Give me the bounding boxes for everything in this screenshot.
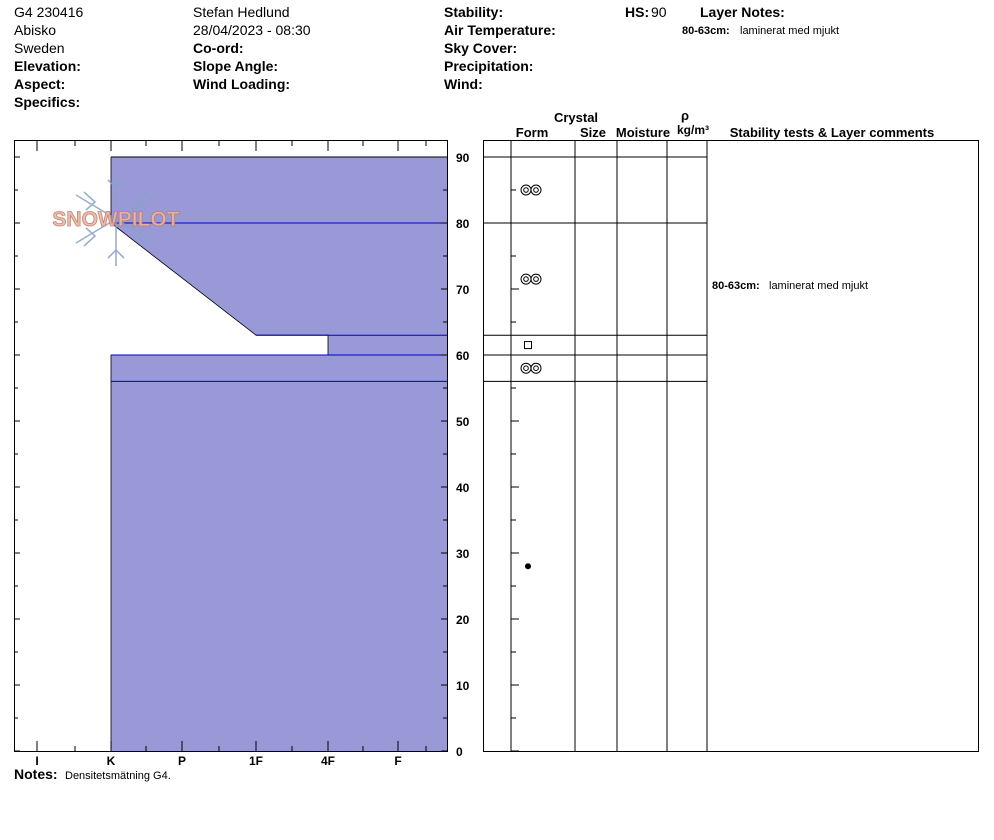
crystal-header: Crystal <box>553 110 599 125</box>
height-tick-label: 60 <box>456 349 470 363</box>
height-tick-label: 80 <box>456 217 470 231</box>
melt-forms-icon <box>521 185 541 195</box>
melt-ring-inner <box>524 366 529 371</box>
height-tick-label: 20 <box>456 613 470 627</box>
moisture-header: Moisture <box>615 125 671 140</box>
comments-header: Stability tests & Layer comments <box>729 125 935 140</box>
height-tick-label: 40 <box>456 481 470 495</box>
faceted-crystals-icon <box>525 342 532 349</box>
aspect-label: Aspect: <box>14 76 66 92</box>
melt-ring-inner <box>524 277 529 282</box>
melt-ring <box>521 185 531 195</box>
melt-ring <box>531 363 541 373</box>
hardness-profile-area <box>111 157 447 751</box>
height-tick-label: 50 <box>456 415 470 429</box>
facet-square <box>525 342 532 349</box>
coord-label: Co-ord: <box>193 40 244 56</box>
hardness-tick-label: K <box>106 754 116 768</box>
hardness-tick-label: 4F <box>320 754 336 768</box>
melt-ring <box>531 274 541 284</box>
notes-text: Densitetsmätning G4. <box>65 770 171 782</box>
graupel-icon <box>525 563 531 569</box>
logo-wordmark: SNOWPILOT <box>52 208 180 231</box>
melt-ring <box>521 274 531 284</box>
layer-note-text: laminerat med mjukt <box>740 25 840 37</box>
melt-ring-inner <box>524 188 529 193</box>
datetime: 28/04/2023 - 08:30 <box>193 22 311 38</box>
hardness-tick-label: 1F <box>248 754 264 768</box>
height-tick-label: 70 <box>456 283 470 297</box>
layer-notes-label: Layer Notes: <box>700 4 785 20</box>
layer-note-range: 80-63cm: <box>682 25 730 37</box>
height-tick-label: 30 <box>456 547 470 561</box>
elevation-label: Elevation: <box>14 58 81 74</box>
wind-label: Wind: <box>444 76 483 92</box>
stability-label: Stability: <box>444 4 504 20</box>
wind-loading-label: Wind Loading: <box>193 76 291 92</box>
hs-value: 90 <box>651 4 667 20</box>
melt-forms-icon <box>521 274 541 284</box>
specifics-label: Specifics: <box>14 94 81 110</box>
melt-ring-inner <box>534 188 539 193</box>
comment-text: laminerat med mjukt <box>769 280 869 292</box>
hs-label: HS: <box>625 4 650 20</box>
melt-ring <box>521 363 531 373</box>
hardness-tick-label: I <box>35 754 39 768</box>
height-tick-label: 0 <box>456 745 463 759</box>
hardness-tick-label: P <box>177 754 187 768</box>
sky-cover-label: Sky Cover: <box>444 40 518 56</box>
hardness-tick-label: F <box>394 754 402 768</box>
country: Sweden <box>14 40 65 56</box>
observer: Stefan Hedlund <box>193 4 290 20</box>
height-tick-label: 90 <box>456 151 470 165</box>
height-tick-label: 10 <box>456 679 470 693</box>
melt-ring <box>531 185 541 195</box>
location: Abisko <box>14 22 57 38</box>
density-unit: kg/m³ <box>676 123 709 137</box>
density-symbol: ρ <box>680 108 690 123</box>
form-header: Form <box>515 125 549 140</box>
melt-ring-inner <box>534 366 539 371</box>
precipitation-label: Precipitation: <box>444 58 534 74</box>
size-header: Size <box>579 125 606 140</box>
comment-range: 80-63cm: <box>712 280 760 292</box>
air-temperature-label: Air Temperature: <box>444 22 556 38</box>
graupel-dot <box>525 563 531 569</box>
layer-table-frame <box>484 141 979 752</box>
slope-angle-label: Slope Angle: <box>193 58 279 74</box>
notes-label: Notes: <box>14 766 58 782</box>
melt-ring-inner <box>534 277 539 282</box>
site-code: G4 230416 <box>14 4 84 20</box>
melt-forms-icon <box>521 363 541 373</box>
